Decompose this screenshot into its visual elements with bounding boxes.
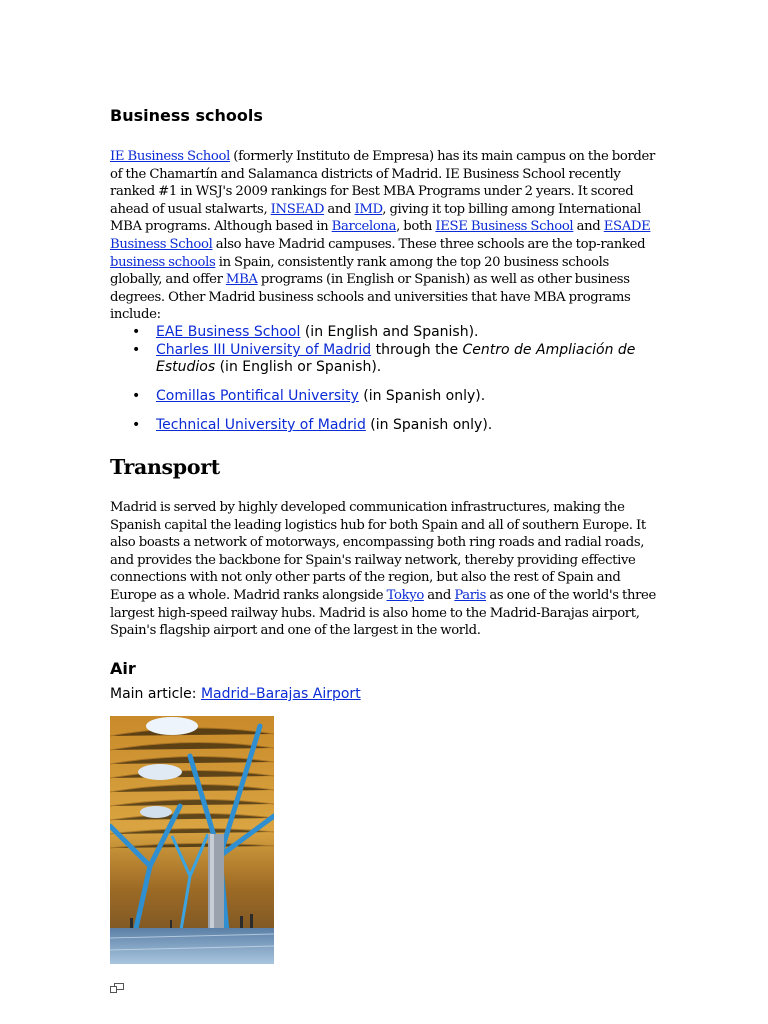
link-technical-university[interactable]: Technical University of Madrid	[156, 417, 366, 433]
heading-air: Air	[110, 659, 136, 678]
paragraph-text: as one of the world's three largest high-speed railway hubs. Madrid is also home to the Madrid-Barajas airport, Spain's flagship airport and one of the largest in the world.	[110, 587, 656, 639]
list-item: • Comillas Pontifical University (in Spanish only).	[110, 388, 670, 405]
paragraph-text: also have Madrid campuses. These three schools are the top-ranked	[212, 236, 646, 252]
paragraph-text: Madrid is served by highly developed communication infrastructures, making the Spanish capital the leading logistics hub for both Spain and all of southern Europe. It also boasts a network of motorways, encompassing both ring roads and radial roads, and provides the backbone for Spain's railway network, thereby providing effective connections with not only other parts of the region, but also the rest of Spain and Europe as a whole. Madrid ranks alongside	[110, 500, 646, 603]
inline-link-business-schools[interactable]: business schools	[110, 254, 216, 270]
inline-link-insead[interactable]: INSEAD	[270, 201, 325, 217]
paragraph-text: (formerly Instituto de Empresa) has its main campus on the border of the Chamartín and Salamanca districts of Madrid. IE Business School recently ranked #1 in WSJ's 2009 rankings for Best MBA Programs under 2 years. It scored ahead of usual stalwarts,	[110, 149, 655, 217]
inline-link-paris[interactable]: Paris	[454, 587, 487, 603]
list-item: • Technical University of Madrid (in Spanish only).	[110, 417, 670, 434]
link-comillas-university[interactable]: Comillas Pontifical University	[156, 388, 359, 404]
inline-link-tokyo[interactable]: Tokyo	[386, 587, 424, 603]
paragraph-text: in Spain, consistently rank among the top 20 business schools globally, and offer	[110, 254, 609, 288]
main-article-note: Main article: Madrid–Barajas Airport	[110, 686, 361, 702]
inline-link-iese-business-school[interactable]: IESE Business School	[435, 219, 574, 235]
enlarge-icon[interactable]	[110, 980, 124, 990]
list-item: • EAE Business School (in English and Spanish).	[110, 324, 670, 341]
list-item: • Charles III University of Madrid through the Centro de Ampliación de Estudios (in English or Spanish).	[110, 342, 670, 376]
inline-link-mba[interactable]: MBA	[225, 272, 258, 288]
heading-business-schools: Business schools	[110, 106, 263, 125]
link-madrid-barajas-airport[interactable]: Madrid–Barajas Airport	[200, 686, 361, 702]
paragraph-text: , both	[396, 219, 436, 235]
paragraph-text: and	[423, 587, 455, 603]
paragraph-text: programs (in English or Spanish) as well as other business degrees. Other Madrid business schools and universities that have MBA programs include:	[110, 272, 631, 323]
inline-link-esade-business-school[interactable]: ESADE Business School	[110, 219, 651, 252]
paragraph-business-schools	[110, 148, 660, 324]
link-charles-iii-university[interactable]: Charles III University of Madrid	[156, 342, 372, 358]
paragraph-transport	[110, 499, 662, 640]
business-schools-list	[110, 324, 670, 434]
paragraph-text: , giving it top billing among International MBA programs. Although based in	[110, 201, 642, 235]
airport-terminal-photo	[110, 716, 274, 964]
paragraph-text: and	[573, 219, 604, 235]
heading-transport: Transport	[110, 455, 220, 479]
inline-link-imd[interactable]: IMD	[354, 201, 383, 217]
inline-link-barcelona[interactable]: Barcelona	[331, 219, 397, 235]
inline-link-ie-business-school[interactable]: IE Business School	[110, 149, 230, 164]
link-eae-business-school[interactable]: EAE Business School	[156, 324, 301, 340]
paragraph-text: and	[324, 201, 355, 217]
